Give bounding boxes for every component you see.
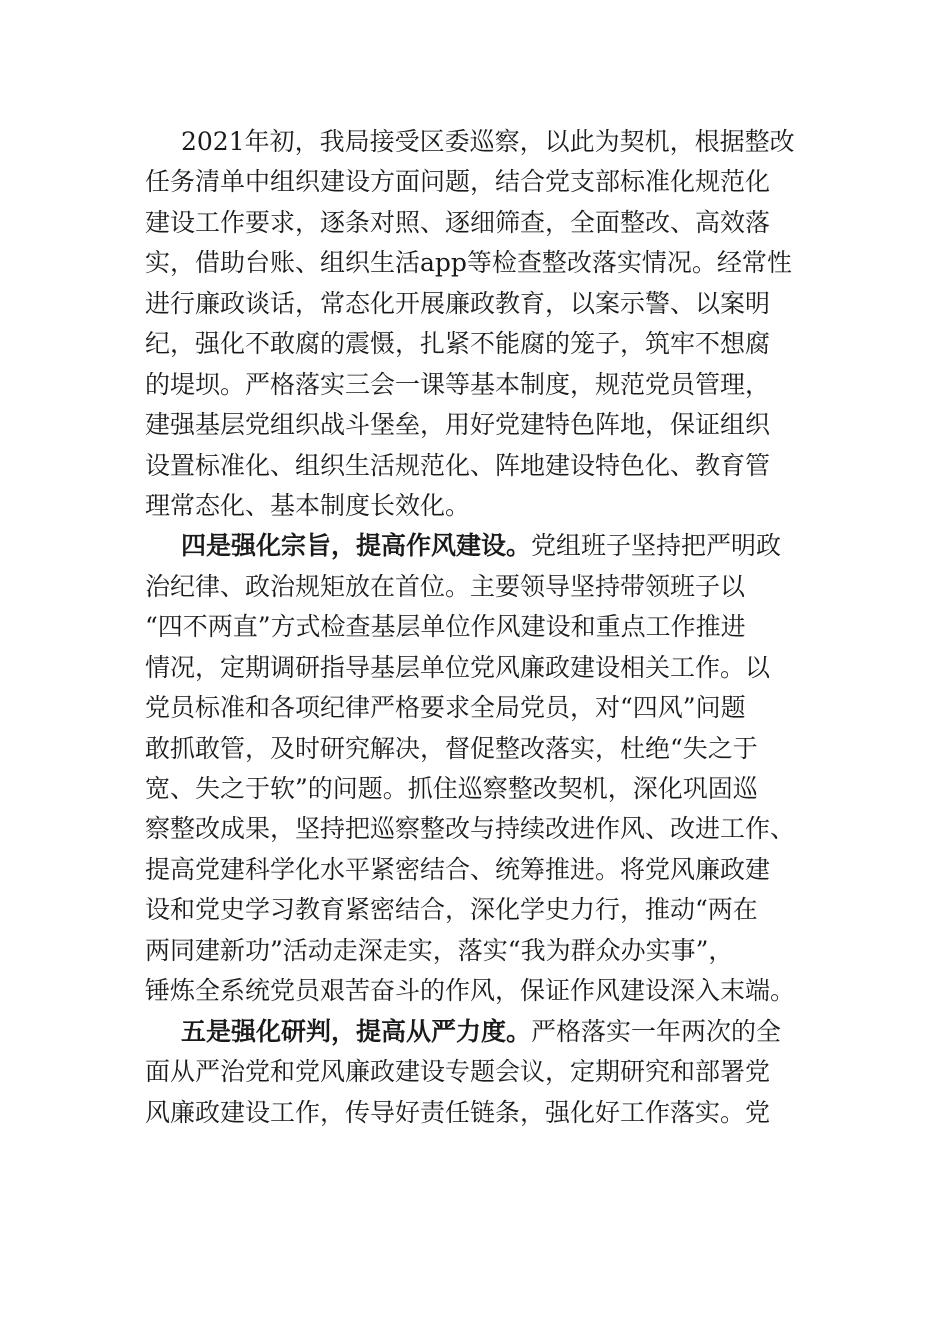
- paragraph-line: [145, 526, 817, 566]
- paragraph-line: 建设工作要求，逐条对照、逐细筛查，全面整改、高效落: [145, 207, 771, 237]
- paragraph-line: 锤炼全系统党员艰苦奋斗的作风，保证作风建设深入末端。: [145, 976, 796, 1006]
- paragraph-line: 进行廉政谈话，常态化开展廉政教育，以案示警、以案明: [145, 288, 771, 318]
- document-body: [145, 122, 817, 1133]
- paragraph-line: 设和党史学习教育紧密结合，深化学史力行，推动“两在: [145, 895, 758, 925]
- paragraph-line: 建强基层党组织战斗堡垒，用好党建特色阵地，保证组织: [145, 410, 771, 440]
- paragraph-line: 宽、失之于软”的问题。抓住巡察整改契机，深化巩固巡: [145, 774, 758, 803]
- paragraph-inspection-rectification: [145, 122, 817, 526]
- section-heading: 五是强化研判，提高从严力度。: [181, 1016, 532, 1046]
- paragraph-line: 敢抓敢管，及时研究解决，督促整改落实，杜绝“失之于: [145, 733, 758, 763]
- section-heading: 四是强化宗旨，提高作风建设。: [181, 531, 532, 561]
- paragraph-line: 提高党建科学化水平紧密结合、统筹推进。将党风廉政建: [145, 854, 771, 884]
- paragraph-line: 察整改成果，坚持把巡察整改与持续改进作风、改进工作、: [145, 814, 796, 844]
- paragraph-line: 党员标准和各项纪律严格要求全局党员，对“四风”问题: [145, 693, 746, 723]
- paragraph-line: 风廉政建设工作，传导好责任链条，强化好工作落实。党: [145, 1097, 771, 1127]
- paragraph-strict-governance: [145, 1012, 817, 1133]
- paragraph-line: [145, 1012, 817, 1052]
- paragraph-line: 治纪律、政治规矩放在首位。主要领导坚持带领班子以: [145, 571, 746, 601]
- paragraph-line: 理常态化、基本制度长效化。: [145, 490, 471, 520]
- paragraph-line: “四不两直”方式检查基层单位作风建设和重点工作推进: [145, 612, 746, 642]
- paragraph-line: 2021年初，我局接受区委巡察，以此为契机，根据整改: [181, 127, 795, 156]
- paragraph-line: 面从严治党和党风廉政建设专题会议，定期研究和部署党: [145, 1057, 771, 1087]
- paragraph-line: 实，借助台账、组织生活app等检查整改落实情况。经常性: [145, 248, 792, 278]
- paragraph-line: 设置标准化、组织生活规范化、阵地建设特色化、教育管: [145, 450, 771, 480]
- paragraph-line: 的堤坝。严格落实三会一课等基本制度，规范党员管理，: [145, 369, 771, 399]
- paragraph-line-text: 严格落实一年两次的全: [531, 1016, 782, 1046]
- paragraph-line: 任务清单中组织建设方面问题，结合党支部标准化规范化: [145, 167, 771, 197]
- paragraph-work-style: [145, 526, 817, 1011]
- paragraph-line: 两同建新功”活动走深走实，落实“我为群众办实事”，: [145, 935, 734, 965]
- paragraph-line: 纪，强化不敢腐的震慑，扎紧不能腐的笼子，筑牢不想腐: [145, 329, 771, 359]
- paragraph-line-text: 党组班子坚持把严明政: [531, 531, 782, 561]
- paragraph-line: 情况，定期调研指导基层单位党风廉政建设相关工作。以: [145, 652, 771, 682]
